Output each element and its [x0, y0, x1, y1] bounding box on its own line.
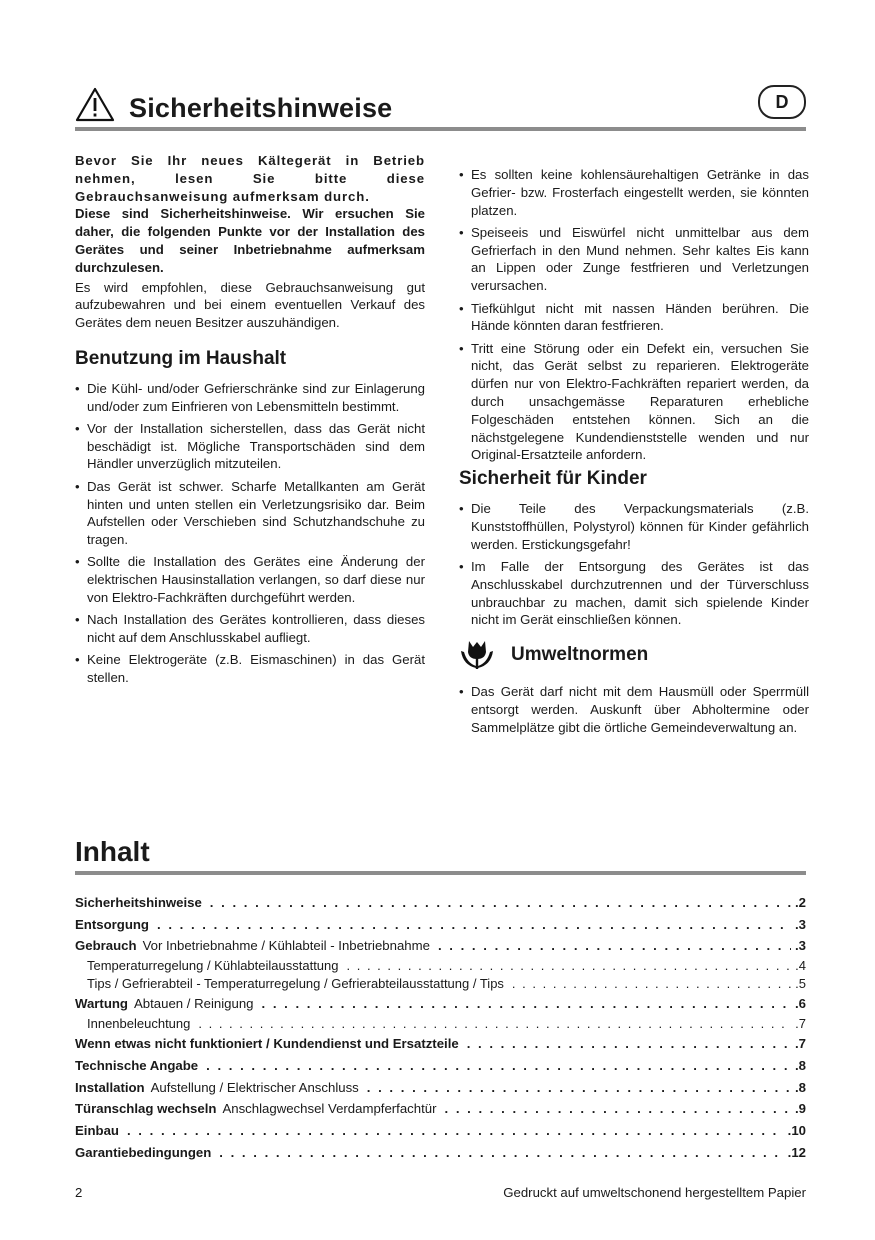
toc-row[interactable]: Installation Aufstellung / Elektrischer Anschluss . . . .8 [75, 1080, 806, 1100]
toc-row[interactable]: Türanschlag wechseln Anschlagwechsel Verdampferfachtür . . . .9 [75, 1101, 806, 1121]
haushalt-list [75, 380, 425, 687]
toc-row[interactable]: Garantiebedingungen . . . .12 [75, 1145, 806, 1165]
intro-bold-1: Bevor Sie Ihr neues Kältegerät in Betrieb nehmen, lesen Sie bitte diese Gebrauchsanweisung aufmerksam durch. [75, 153, 425, 204]
table-of-contents [75, 893, 806, 1165]
footer-note: Gedruckt auf umweltschonend hergestelltem Papier [503, 1185, 806, 1200]
toc-row[interactable]: Wenn etwas nicht funktioniert / Kundendienst und Ersatzteile . . . .7 [75, 1036, 806, 1056]
toc-subrow[interactable]: Temperaturregelung / Kühlabteilausstattung . . . .4 [75, 958, 806, 976]
warning-triangle-icon [75, 87, 115, 123]
section-title-umwelt: Umweltnormen [511, 644, 649, 666]
toc-row[interactable]: Wartung Abtauen / Reinigung . . . .6 [75, 996, 806, 1016]
list-item: • Speiseeis und Eiswürfel nicht unmittelbar aus dem Gefrierfach in den Mund nehmen. Sehr kaltes Eis kann an Lippen oder Zunge festfrieren und Verletzungen verursachen. [459, 224, 809, 294]
intro-bold-2: Diese sind Sicherheitshinweise. Wir ersuchen Sie daher, die folgenden Punkte vor der Installation des Gerätes und seiner Inbetriebnahme aufmerksam durchzulesen. [75, 206, 425, 275]
toc-rule [75, 871, 806, 875]
left-column [75, 152, 425, 692]
list-item: • Keine Elektrogeräte (z.B. Eismaschinen) in das Gerät stellen. [75, 652, 425, 686]
page-title: Sicherheitshinweise [129, 93, 393, 123]
list-item: • Die Kühl- und/oder Gefrierschränke sind zur Einlagerung und/oder zum Einfrieren von Lebensmitteln bestimmt. [75, 380, 425, 414]
list-item: • Sollte die Installation des Gerätes eine Änderung der elektrischen Hausinstallation verlangen, so darf diese nur von Elektro-Fachkräften durchgeführt werden. [75, 554, 425, 606]
right-column [459, 166, 809, 741]
list-item: • Das Gerät darf nicht mit dem Hausmüll oder Sperrmüll entsorgt werden. Auskunft über Abholtermine oder Sammelplätze gibt die örtliche Gemeindeverwaltung an. [459, 684, 809, 735]
toc-row[interactable]: Gebrauch Vor Inbetriebnahme / Kühlabteil - Inbetriebnahme . . . .3 [75, 938, 806, 958]
toc-row[interactable]: Sicherheitshinweise . . . .2 [75, 895, 806, 915]
tulip-eco-icon [459, 639, 495, 671]
list-item: • Tiefkühlgut nicht mit nassen Händen berühren. Die Hände könnten daran festfrieren. [459, 300, 809, 334]
toc-row[interactable]: Entsorgung . . . .3 [75, 917, 806, 937]
toc-title: Inhalt [75, 836, 150, 867]
section-title-haushalt: Benutzung im Haushalt [75, 347, 287, 369]
page-header [75, 85, 806, 131]
safety-list [459, 166, 809, 464]
list-item: • Im Falle der Entsorgung des Gerätes ist das Anschlusskabel durchzutrennen und der Türverschluss unbrauchbar zu machen, damit sich spielende Kinder nicht im Gerät einschließen können. [459, 558, 809, 628]
list-item: • Es sollten keine kohlensäurehaltigen Getränke in das Gefrier- bzw. Frosterfach eingestellt werden, sie könnten platzen. [459, 167, 809, 218]
list-item: • Vor der Installation sicherstellen, dass das Gerät nicht beschädigt ist. Mögliche Transportschäden sind dem Händler unverzüglich mitzuteilen. [75, 420, 425, 472]
page-number: 2 [75, 1185, 83, 1200]
language-badge: D [758, 85, 806, 119]
list-item: • Das Gerät ist schwer. Scharfe Metallkanten am Gerät hinten und unten stellen ein Verletzungsrisiko dar. Beim Aufstellen oder Verschieben sind Schutzhandschuhe zu tragen. [75, 478, 425, 548]
kinder-list [459, 500, 809, 629]
toc-row[interactable]: Technische Angabe . . . .8 [75, 1058, 806, 1078]
list-item: • Tritt eine Störung oder ein Defekt ein, versuchen Sie nicht, das Gerät selbst zu reparieren. Elektrogeräte dürfen nur von Elektro-Fachkräften repariert werden, da durch unsachgemässe Reparaturen erhebliche Folgeschäden entstehen können. Sich an die nächstgelegene Kundendienststelle wenden und nur Original-Ersatzteile anfordern. [459, 340, 809, 463]
header-rule [75, 127, 806, 131]
list-item: • Die Teile des Verpackungsmaterials (z.B. Kunststoffhüllen, Polystyrol) können für Kinder gefährlich werden. Erstickungsgefahr! [459, 501, 809, 552]
umwelt-list [459, 683, 809, 736]
list-item: • Nach Installation des Gerätes kontrollieren, dass dieses nicht auf dem Anschlusskabel aufliegt. [75, 612, 425, 646]
toc-row[interactable]: Einbau . . . .10 [75, 1123, 806, 1143]
toc-subrow[interactable]: Innenbeleuchtung . . . .7 [75, 1016, 806, 1034]
section-title-kinder: Sicherheit für Kinder [459, 468, 647, 490]
toc-subrow[interactable]: Tips / Gefrierabteil - Temperaturregelung / Gefrierabteilausstattung / Tips . . . .5 [75, 976, 806, 994]
umwelt-heading [459, 639, 809, 671]
intro-text: Es wird empfohlen, diese Gebrauchsanweisung gut aufzubewahren und bei einem eventuellen Verkauf des Gerätes dem neuen Besitzer auszuhändigen. [75, 279, 425, 331]
